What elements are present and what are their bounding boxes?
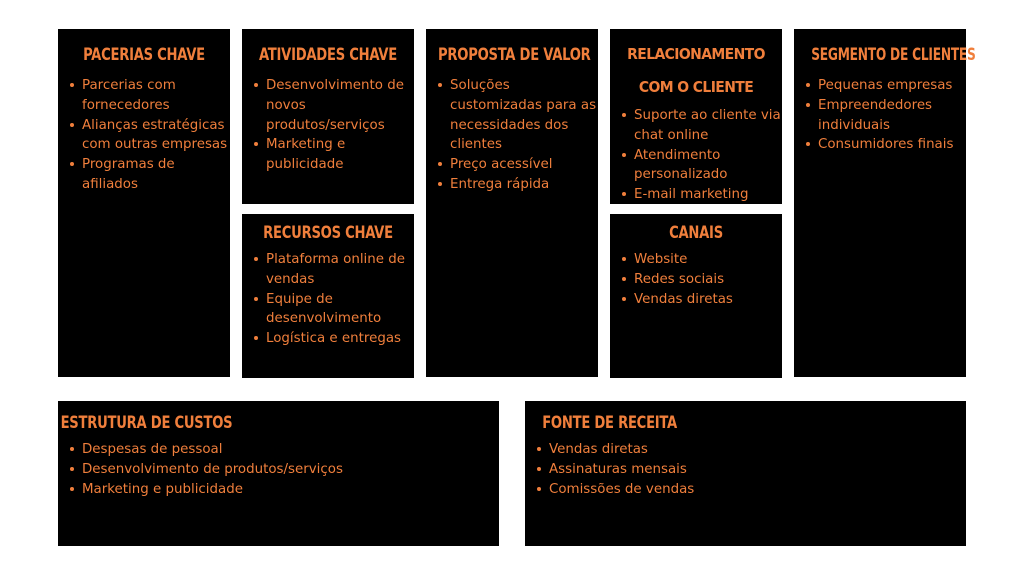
- list-item: Marketing e publicidade: [82, 480, 499, 500]
- block-proposta-de-valor: [426, 29, 598, 377]
- block-list: [242, 76, 414, 175]
- block-canais: [610, 214, 782, 378]
- block-title: PROPOSTA DE VALOR: [438, 45, 591, 65]
- list-item: E-mail marketing: [634, 185, 782, 205]
- list-item: Logística e entregas: [266, 329, 414, 349]
- block-title: RELACIONAMENTO COM O CLIENTE: [627, 45, 765, 96]
- block-title: PACERIAS CHAVE: [83, 45, 205, 65]
- block-list: [58, 76, 230, 195]
- block-list: [426, 76, 598, 195]
- list-item: Empreendedores individuais: [818, 96, 966, 136]
- list-item: Despesas de pessoal: [82, 440, 499, 460]
- block-list: [610, 250, 782, 309]
- list-item: Website: [634, 250, 782, 270]
- list-item: Vendas diretas: [634, 290, 782, 310]
- list-item: Parcerias com fornecedores: [82, 76, 230, 116]
- block-list: [58, 440, 499, 499]
- list-item: Preço acessível: [450, 155, 598, 175]
- list-item: Vendas diretas: [549, 440, 966, 460]
- block-list: [794, 76, 966, 155]
- block-recursos-chave: [242, 214, 414, 378]
- list-item: Assinaturas mensais: [549, 460, 966, 480]
- block-relacionamento-com-o-cliente: [610, 29, 782, 204]
- block-title: ATIVIDADES CHAVE: [259, 45, 397, 65]
- block-title: CANAIS: [669, 223, 723, 243]
- list-item: Programas de afiliados: [82, 155, 230, 195]
- list-item: Pequenas empresas: [818, 76, 966, 96]
- block-list: [242, 250, 414, 349]
- block-title: ESTRUTURA DE CUSTOS: [60, 413, 233, 433]
- list-item: Comissões de vendas: [549, 480, 966, 500]
- list-item: Atendimento personalizado: [634, 146, 782, 186]
- block-atividades-chave: [242, 29, 414, 204]
- block-title: SEGMENTO DE CLIENTES: [811, 45, 976, 65]
- list-item: Desenvolvimento de novos produtos/serviços: [266, 76, 414, 135]
- block-list: [525, 440, 966, 499]
- block-fonte-de-receita: [525, 401, 966, 546]
- list-item: Soluções customizadas para as necessidades dos clientes: [450, 76, 598, 155]
- list-item: Consumidores finais: [818, 135, 966, 155]
- list-item: Suporte ao cliente via chat online: [634, 106, 782, 146]
- list-item: Desenvolvimento de produtos/serviços: [82, 460, 499, 480]
- list-item: Marketing e publicidade: [266, 135, 414, 175]
- list-item: Alianças estratégicas com outras empresas: [82, 116, 230, 156]
- block-estrutura-de-custos: [58, 401, 499, 546]
- list-item: Equipe de desenvolvimento: [266, 290, 414, 330]
- block-title: RECURSOS CHAVE: [263, 223, 393, 243]
- list-item: Redes sociais: [634, 270, 782, 290]
- list-item: Entrega rápida: [450, 175, 598, 195]
- block-segmento-de-clientes: [794, 29, 976, 377]
- block-title: FONTE DE RECEITA: [542, 413, 677, 433]
- block-parcerias-chave: [58, 29, 230, 377]
- list-item: Plataforma online de vendas: [266, 250, 414, 290]
- block-list: [610, 106, 782, 205]
